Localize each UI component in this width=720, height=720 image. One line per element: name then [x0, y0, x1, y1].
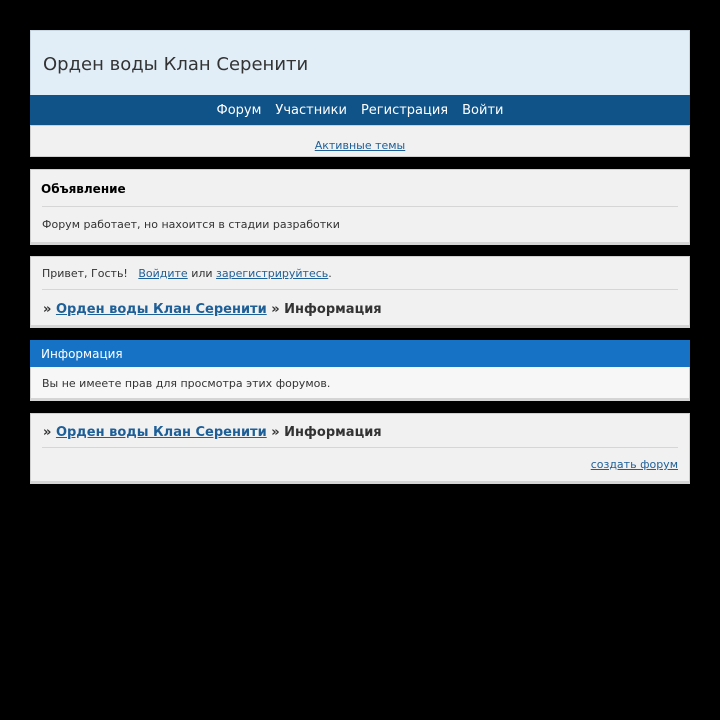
or-text: или: [191, 267, 213, 280]
info-heading: Информация: [30, 340, 690, 367]
nav-login-link[interactable]: Войти: [462, 102, 504, 118]
page-header: [30, 30, 690, 157]
welcome-divider: [42, 289, 678, 290]
create-forum-link[interactable]: создать форум: [590, 458, 678, 471]
welcome-line: [42, 267, 332, 280]
breadcrumb-separator: »: [43, 425, 52, 440]
footer-breadcrumb-current: Информация: [284, 425, 382, 440]
nav-members-link[interactable]: Участники: [275, 102, 347, 118]
announcement-divider: [42, 206, 678, 207]
site-header: [30, 30, 690, 95]
breadcrumb-current: Информация: [284, 302, 382, 317]
info-body: [30, 367, 690, 401]
announcement-box: [30, 169, 690, 245]
breadcrumb: [43, 302, 382, 317]
active-topics-link[interactable]: Активные темы: [314, 139, 406, 152]
site-title: Орден воды Клан Серенити: [43, 54, 309, 75]
main-navigation: [30, 95, 690, 125]
nav-register-link[interactable]: Регистрация: [360, 102, 449, 118]
breadcrumb-home-link[interactable]: Орден воды Клан Серенити: [55, 302, 267, 317]
welcome-box: [30, 256, 690, 328]
breadcrumb-separator: »: [271, 425, 280, 440]
nav-forum-link[interactable]: Форум: [216, 102, 262, 118]
footer-divider: [42, 447, 678, 448]
register-link[interactable]: зарегистрируйтесь: [216, 267, 329, 280]
breadcrumb-separator: »: [43, 302, 52, 317]
footer-breadcrumb: [43, 425, 382, 440]
footer-box: [30, 413, 690, 484]
footer-breadcrumb-home-link[interactable]: Орден воды Клан Серенити: [55, 425, 267, 440]
info-message: Вы не имеете прав для просмотра этих форумов.: [42, 377, 331, 390]
greeting-text: Привет, Гость!: [42, 267, 128, 280]
announcement-text: Форум работает, но нахоится в стадии разработки: [42, 218, 340, 231]
announcement-title: Объявление: [41, 182, 126, 196]
sub-navigation: [30, 125, 690, 157]
login-link[interactable]: Войдите: [138, 267, 188, 280]
breadcrumb-separator: »: [271, 302, 280, 317]
period-text: .: [328, 267, 332, 280]
